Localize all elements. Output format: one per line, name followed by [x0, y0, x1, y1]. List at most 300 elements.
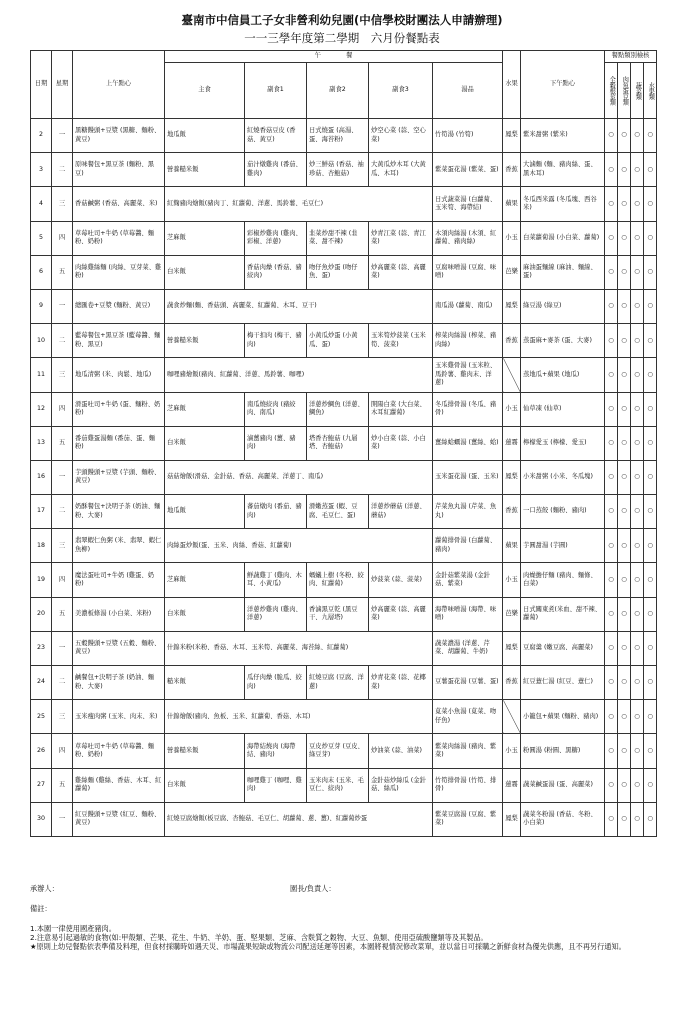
row-pm-snack: 檸檬愛玉 (檸檬、愛玉)	[521, 426, 605, 460]
row-check-mark: ○	[618, 597, 631, 631]
row-check-mark: ○	[631, 289, 644, 323]
row-date: 23	[31, 631, 52, 665]
row-check-mark: ○	[631, 255, 644, 289]
row-date: 12	[31, 392, 52, 426]
row-side1: 南瓜燒絞肉 (豬絞肉、南瓜)	[245, 392, 307, 426]
row-weekday: 三	[52, 529, 73, 563]
header-side1: 副食1	[245, 63, 307, 119]
row-main: 芝麻飯	[165, 563, 245, 597]
row-am-snack: 黑糖饅頭+豆漿 (黑糖、麵粉、黃豆)	[73, 119, 165, 153]
row-check-mark: ○	[605, 392, 618, 426]
row-check-mark: ○	[618, 529, 631, 563]
row-pm-snack: 紅豆薏仁湯 (紅豆、薏仁)	[521, 666, 605, 700]
row-check-mark: ○	[618, 358, 631, 392]
row-fruit-empty	[503, 358, 521, 392]
row-soup: 南瓜湯 (蘿蔔、南瓜)	[433, 289, 503, 323]
row-weekday: 二	[52, 153, 73, 187]
row-pm-snack: 紫米甜粥 (紫米)	[521, 119, 605, 153]
row-lunch-combined: 紅麴豬肉燴飯(豬肉丁、紅蘿蔔、洋蔥、馬鈴薯、毛豆仁)	[165, 187, 433, 221]
menu-row	[31, 734, 657, 768]
row-pm-snack: 仙草凍 (仙草)	[521, 392, 605, 426]
row-date: 18	[31, 529, 52, 563]
row-am-snack: 草莓吐司+牛奶 (草莓醬、麵粉、奶粉)	[73, 221, 165, 255]
row-am-snack: 五穀饅頭+豆漿 (五穀、麵粉、黃豆)	[73, 631, 165, 665]
header-cat-fruit: 水果類	[644, 63, 657, 119]
row-am-snack: 魔法蛋吐司+牛奶 (雞蛋、奶粉)	[73, 563, 165, 597]
row-check-mark: ○	[644, 153, 657, 187]
row-side1: 海帶結燒肉 (海帶結、豬肉)	[245, 734, 307, 768]
row-am-snack: 藍莓餐包+黑豆茶 (藍莓醬、麵粉、黑豆)	[73, 324, 165, 358]
row-side2: 螞蟻上樹 (冬粉、絞肉、紅蘿蔔)	[307, 563, 369, 597]
row-side1: 鮮蔬雞丁 (雞肉、木耳、小黃瓜)	[245, 563, 307, 597]
row-date: 16	[31, 460, 52, 494]
row-check-mark: ○	[631, 597, 644, 631]
row-check-mark: ○	[605, 153, 618, 187]
row-check-mark: ○	[605, 119, 618, 153]
director-signature: 園長/負責人：	[290, 884, 336, 893]
row-weekday: 一	[52, 119, 73, 153]
row-pm-snack: 小籠包+蘋果 (麵粉、豬肉)	[521, 700, 605, 734]
row-check-mark: ○	[631, 563, 644, 597]
row-check-mark: ○	[631, 358, 644, 392]
row-check-mark: ○	[631, 666, 644, 700]
row-soup: 玉米雞骨湯 (玉米粒、馬鈴薯、雞肉末、洋蔥)	[433, 358, 503, 392]
row-soup: 莧菜小魚湯 (莧菜、吻仔魚)	[433, 700, 503, 734]
row-side3: 炒高麗菜 (蒜、高麗菜)	[369, 597, 433, 631]
row-fruit: 香蕉	[503, 495, 521, 529]
row-fruit: 鳳梨	[503, 119, 521, 153]
row-side3: 大黃瓜炒木耳 (大黃瓜、木耳)	[369, 153, 433, 187]
row-fruit: 小玉	[503, 563, 521, 597]
row-side2: 紅燒豆腐 (豆腐、洋蔥)	[307, 666, 369, 700]
row-date: 6	[31, 255, 52, 289]
note-allergens: 2.注意易引起過敏的食物(如:甲殼類、芒果、花生、牛奶、羊奶、蛋、堅果類、芝麻、含麩質之穀物、大豆、魚類、使用亞硫酸鹽類等及其製品。	[30, 933, 488, 942]
row-check-mark: ○	[605, 255, 618, 289]
row-check-mark: ○	[605, 802, 618, 836]
row-am-snack: 番茄雞蛋湯麵 (番茄、蛋、麵粉)	[73, 426, 165, 460]
row-am-snack: 滑蛋吐司+牛奶 (蛋、麵粉、奶粉)	[73, 392, 165, 426]
row-check-mark: ○	[644, 187, 657, 221]
row-weekday: 三	[52, 187, 73, 221]
row-check-mark: ○	[618, 563, 631, 597]
row-side2: 炒三鮮菇 (香菇、袖珍菇、杏鮑菇)	[307, 153, 369, 187]
row-check-mark: ○	[644, 392, 657, 426]
row-check-mark: ○	[631, 700, 644, 734]
row-check-mark: ○	[644, 768, 657, 802]
row-fruit: 蓮霧	[503, 426, 521, 460]
row-side2: 香滷黑豆乾 (黑豆干、九層塔)	[307, 597, 369, 631]
row-check-mark: ○	[605, 768, 618, 802]
row-pm-snack: 麻油蛋麵線 (麻油、麵線、蛋)	[521, 255, 605, 289]
header-side3: 副食3	[369, 63, 433, 119]
row-weekday: 二	[52, 324, 73, 358]
row-main: 芝麻飯	[165, 221, 245, 255]
row-weekday: 四	[52, 221, 73, 255]
page-subtitle: 一一三學年度第二學期 六月份餐點表	[244, 31, 440, 45]
row-check-mark: ○	[605, 563, 618, 597]
row-check-mark: ○	[605, 734, 618, 768]
row-soup: 芹菜魚丸湯 (芹菜、魚丸)	[433, 495, 503, 529]
menu-row	[31, 289, 657, 323]
row-pm-snack: 芋圓甜湯 (芋圓)	[521, 529, 605, 563]
row-soup: 玉米蛋花湯 (蛋、玉米)	[433, 460, 503, 494]
row-check-mark: ○	[605, 666, 618, 700]
row-side2: 日式燒蛋 (高湯、蛋、海苔粉)	[307, 119, 369, 153]
header-main: 主食	[165, 63, 245, 119]
row-weekday: 五	[52, 597, 73, 631]
row-fruit: 蘋果	[503, 529, 521, 563]
row-lunch-combined: 蔬食炒麵(麵、香菇頭、高麗菜、紅蘿蔔、木耳、豆干)	[165, 289, 433, 323]
row-date: 9	[31, 289, 52, 323]
row-fruit: 鳳梨	[503, 631, 521, 665]
row-weekday: 一	[52, 460, 73, 494]
row-date: 30	[31, 802, 52, 836]
row-check-mark: ○	[631, 631, 644, 665]
row-pm-snack: 大滷麵 (麵、豬肉絲、蛋、黑木耳)	[521, 153, 605, 187]
row-check-mark: ○	[644, 255, 657, 289]
row-fruit: 香蕉	[503, 324, 521, 358]
menu-row	[31, 358, 657, 392]
row-date: 19	[31, 563, 52, 597]
row-date: 17	[31, 495, 52, 529]
row-side1: 梅干扣肉 (梅干、豬肉)	[245, 324, 307, 358]
row-date: 26	[31, 734, 52, 768]
row-check-mark: ○	[618, 119, 631, 153]
row-pm-snack: 一口蒸餃 (麵粉、豬肉)	[521, 495, 605, 529]
row-check-mark: ○	[644, 289, 657, 323]
row-pm-snack: 日式關東煮(米血、甜不辣、蘿蔔)	[521, 597, 605, 631]
row-check-mark: ○	[605, 289, 618, 323]
row-check-mark: ○	[618, 768, 631, 802]
row-am-snack: 雞絲麵 (雞絲、香菇、木耳、紅蘿蔔)	[73, 768, 165, 802]
row-check-mark: ○	[605, 221, 618, 255]
row-side2: 洋蔥炒鯛魚 (洋蔥、鯛魚)	[307, 392, 369, 426]
header-soup: 湯品	[433, 63, 503, 119]
menu-row	[31, 802, 657, 836]
row-check-mark: ○	[631, 392, 644, 426]
row-check-mark: ○	[644, 666, 657, 700]
row-am-snack: 草莓吐司+牛奶 (草莓醬、麵粉、奶粉)	[73, 734, 165, 768]
row-fruit: 芭樂	[503, 255, 521, 289]
row-main: 營養糙米飯	[165, 324, 245, 358]
row-side3: 洋蔥炒蘑菇 (洋蔥、蘑菇)	[369, 495, 433, 529]
row-weekday: 四	[52, 563, 73, 597]
row-main: 白米飯	[165, 597, 245, 631]
row-am-snack: 總匯卷+豆漿 (麵粉、黃豆)	[73, 289, 165, 323]
header-weekday: 星期	[52, 51, 73, 119]
row-check-mark: ○	[618, 460, 631, 494]
row-main: 營養糙米飯	[165, 734, 245, 768]
row-date: 25	[31, 700, 52, 734]
row-soup: 薑絲蛤蠣湯 (薑絲、蛤)	[433, 426, 503, 460]
row-lunch-combined: 紅燒豆腐燴飯(板豆腐、杏鮑菇、毛豆仁、胡蘿蔔、蔥、薑)、紅蘿蔔炒蛋	[165, 802, 433, 836]
row-side1: 香菇肉燥 (香菇、豬絞肉)	[245, 255, 307, 289]
row-am-snack: 原味餐包+黑豆茶 (麵粉、黑豆)	[73, 153, 165, 187]
menu-row	[31, 563, 657, 597]
row-check-mark: ○	[605, 324, 618, 358]
row-check-mark: ○	[631, 221, 644, 255]
row-main: 芝麻飯	[165, 392, 245, 426]
row-side1: 瓜仔肉燥 (脆瓜、絞肉)	[245, 666, 307, 700]
row-fruit: 小玉	[503, 734, 521, 768]
row-soup: 紫菜蛋花湯 (紫菜、蛋)	[433, 153, 503, 187]
row-side3: 玉米筍炒菠菜 (玉米筍、菠菜)	[369, 324, 433, 358]
row-am-snack: 香菇鹹粥 (香菇、高麗菜、米)	[73, 187, 165, 221]
row-check-mark: ○	[644, 700, 657, 734]
row-soup: 竹筍湯 (竹筍)	[433, 119, 503, 153]
row-date: 20	[31, 597, 52, 631]
row-weekday: 一	[52, 289, 73, 323]
row-check-mark: ○	[644, 802, 657, 836]
row-pm-snack: 綠豆湯 (綠豆)	[521, 289, 605, 323]
row-soup: 日式蔬菜湯 (白蘿蔔、玉米筍、海帶結)	[433, 187, 503, 221]
row-check-mark: ○	[618, 324, 631, 358]
menu-row	[31, 221, 657, 255]
row-check-mark: ○	[644, 324, 657, 358]
row-side2: 韭菜炒甜不辣 (韭菜、甜不辣)	[307, 221, 369, 255]
row-check-mark: ○	[618, 426, 631, 460]
row-lunch-combined: 菇菇燴飯(滑菇、金針菇、香菇、高麗菜、洋蔥丁、南瓜)	[165, 460, 433, 494]
row-pm-snack: 白菜蘿蔔湯 (小白菜、蘿蔔)	[521, 221, 605, 255]
row-side2: 小黃瓜炒蛋 (小黃瓜、蛋)	[307, 324, 369, 358]
row-main: 白米飯	[165, 426, 245, 460]
row-check-mark: ○	[605, 529, 618, 563]
row-check-mark: ○	[631, 802, 644, 836]
row-weekday: 三	[52, 700, 73, 734]
row-lunch-combined: 肉絲蛋炒飯(蛋、玉米、肉絲、香菇、紅蘿蔔)	[165, 529, 433, 563]
row-soup: 竹筍排骨湯 (竹筍、排骨)	[433, 768, 503, 802]
note-pork: 1.本園一律使用國產豬肉。	[30, 924, 116, 933]
header-cat-vegetables: 蔬菜類	[631, 63, 644, 119]
row-check-mark: ○	[631, 119, 644, 153]
row-weekday: 一	[52, 802, 73, 836]
row-check-mark: ○	[644, 426, 657, 460]
row-lunch-combined: 什錦米粉(米粉、香菇、木耳、玉米筍、高麗菜、海苔絲、紅蘿蔔)	[165, 631, 433, 665]
row-check-mark: ○	[644, 495, 657, 529]
row-soup: 金針菇紫菜湯 (金針菇、紫菜)	[433, 563, 503, 597]
row-check-mark: ○	[644, 529, 657, 563]
row-main: 白米飯	[165, 768, 245, 802]
row-side1: 茄汁燉雞肉 (番茄、雞肉)	[245, 153, 307, 187]
row-check-mark: ○	[631, 324, 644, 358]
row-am-snack: 鹹餐包+決明子茶 (奶油、麵粉、大麥)	[73, 666, 165, 700]
row-weekday: 五	[52, 426, 73, 460]
menu-row	[31, 631, 657, 665]
row-side2: 塔香杏鮑菇 (九層塔、杏鮑菇)	[307, 426, 369, 460]
row-weekday: 二	[52, 495, 73, 529]
row-side3: 炒青花菜 (蒜、花椰菜)	[369, 666, 433, 700]
row-soup: 豆薯蛋花湯 (豆薯、蛋)	[433, 666, 503, 700]
row-soup: 木須肉絲湯 (木須、紅蘿蔔、豬肉絲)	[433, 221, 503, 255]
row-check-mark: ○	[605, 460, 618, 494]
row-am-snack: 翡翠蝦仁魚粥 (米、翡翠、蝦仁魚柳)	[73, 529, 165, 563]
menu-row	[31, 529, 657, 563]
row-check-mark: ○	[605, 358, 618, 392]
row-soup: 蘿蔔排骨湯 (白蘿蔔、豬肉)	[433, 529, 503, 563]
header-date: 日期	[31, 51, 52, 119]
row-side1: 蕃茄燉肉 (番茄、豬肉)	[245, 495, 307, 529]
row-date: 13	[31, 426, 52, 460]
row-weekday: 二	[52, 666, 73, 700]
row-soup: 冬瓜排骨湯 (冬瓜、豬骨)	[433, 392, 503, 426]
header-lunch: 午 餐	[165, 51, 503, 63]
row-soup: 榨菜肉絲湯 (榨菜、豬肉絲)	[433, 324, 503, 358]
row-main: 白米飯	[165, 255, 245, 289]
row-check-mark: ○	[644, 119, 657, 153]
row-side3: 炒空心菜 (蒜、空心菜)	[369, 119, 433, 153]
row-check-mark: ○	[631, 768, 644, 802]
row-check-mark: ○	[618, 734, 631, 768]
row-check-mark: ○	[618, 631, 631, 665]
row-fruit: 鳳梨	[503, 802, 521, 836]
menu-row	[31, 426, 657, 460]
menu-row	[31, 597, 657, 631]
row-fruit: 鳳梨	[503, 289, 521, 323]
row-date: 11	[31, 358, 52, 392]
row-fruit: 鳳梨	[503, 460, 521, 494]
header-cat-grains: 全穀根莖類	[605, 63, 618, 119]
row-check-mark: ○	[618, 221, 631, 255]
row-pm-snack: 蒸地瓜+蘋果 (地瓜)	[521, 358, 605, 392]
menu-row	[31, 392, 657, 426]
row-check-mark: ○	[631, 734, 644, 768]
row-date: 10	[31, 324, 52, 358]
row-check-mark: ○	[618, 392, 631, 426]
note-menu-change: ★原則上幼兒餐點依表準備及料理，但食材採購時如遇天災、市場蔬果短缺或物流公司配送延遲等因素，本園將視情況修改菜單，並以當日可採購之新鮮食材為優先供應，且不再另行通知。	[30, 942, 626, 951]
notes-title: 備註：	[30, 904, 52, 913]
row-date: 5	[31, 221, 52, 255]
menu-row	[31, 768, 657, 802]
row-lunch-combined: 咖哩豬燴飯(豬肉、紅蘿蔔、洋蔥、馬鈴薯、咖哩)	[165, 358, 433, 392]
row-pm-snack: 豆腐羹 (嫩豆腐、高麗菜)	[521, 631, 605, 665]
row-main: 地瓜飯	[165, 119, 245, 153]
row-side3: 炒油菜 (蒜、油菜)	[369, 734, 433, 768]
row-side2: 豆皮炒豆芽 (豆皮、綠豆芽)	[307, 734, 369, 768]
row-date: 27	[31, 768, 52, 802]
row-side3: 炒菠菜 (蒜、菠菜)	[369, 563, 433, 597]
row-pm-snack: 肉燥擔仔麵 (豬肉、麵條、白菜)	[521, 563, 605, 597]
row-side1: 滷薑豬肉 (薑、豬肉)	[245, 426, 307, 460]
row-check-mark: ○	[631, 153, 644, 187]
row-check-mark: ○	[605, 187, 618, 221]
row-soup: 豆腐味噌湯 (豆腐、味噌)	[433, 255, 503, 289]
row-check-mark: ○	[631, 426, 644, 460]
menu-table	[30, 50, 657, 837]
row-side3: 炒高麗菜 (蒜、高麗菜)	[369, 255, 433, 289]
row-lunch-combined: 什錦燴飯(豬肉、魚板、玉米、紅蘿蔔、香菇、木耳)	[165, 700, 433, 734]
row-side3: 開陽白菜 (大白菜、木耳紅蘿蔔)	[369, 392, 433, 426]
header-side2: 副食2	[307, 63, 369, 119]
row-fruit: 蓮霧	[503, 768, 521, 802]
header-fruit: 水果	[503, 51, 521, 119]
row-check-mark: ○	[605, 597, 618, 631]
row-pm-snack: 蔬菜冬粉湯 (香菇、冬粉、小白菜)	[521, 802, 605, 836]
row-side3: 炒青江菜 (蒜、青江菜)	[369, 221, 433, 255]
menu-row	[31, 119, 657, 153]
row-check-mark: ○	[618, 495, 631, 529]
row-pm-snack: 粉圓湯 (粉圓、黑糖)	[521, 734, 605, 768]
row-check-mark: ○	[618, 255, 631, 289]
menu-row	[31, 255, 657, 289]
row-date: 4	[31, 187, 52, 221]
row-side1: 洋蔥炒雞肉 (雞肉、洋蔥)	[245, 597, 307, 631]
row-weekday: 一	[52, 631, 73, 665]
row-pm-snack: 蒸蛋麻+麥茶 (蛋、大麥)	[521, 324, 605, 358]
row-check-mark: ○	[644, 358, 657, 392]
row-check-mark: ○	[644, 631, 657, 665]
row-check-mark: ○	[605, 426, 618, 460]
row-weekday: 三	[52, 358, 73, 392]
row-fruit-empty	[503, 700, 521, 734]
page-title: 臺南市中信員工子女非營利幼兒園(中信學校財團法人申請辦理)	[181, 13, 503, 27]
row-side3: 炒小白菜 (蒜、小白菜)	[369, 426, 433, 460]
row-check-mark: ○	[618, 802, 631, 836]
menu-row	[31, 187, 657, 221]
row-check-mark: ○	[618, 153, 631, 187]
row-am-snack: 肉絲雞絲麵 (肉絲、豆芽菜、雞粉)	[73, 255, 165, 289]
row-am-snack: 芋頭饅頭+豆漿 (芋頭、麵粉、黃豆)	[73, 460, 165, 494]
row-weekday: 五	[52, 255, 73, 289]
row-am-snack: 地瓜清粥 (米、肉鬆、地瓜)	[73, 358, 165, 392]
row-check-mark: ○	[644, 221, 657, 255]
row-check-mark: ○	[631, 460, 644, 494]
row-date: 2	[31, 119, 52, 153]
menu-row	[31, 153, 657, 187]
row-side3: 金針菇炒絲瓜 (金針菇、絲瓜)	[369, 768, 433, 802]
row-check-mark: ○	[618, 289, 631, 323]
row-side2: 滑嫩蒸蛋 (蝦、豆腐、毛豆仁、蛋)	[307, 495, 369, 529]
row-date: 24	[31, 666, 52, 700]
row-side1: 彩椒炒雞肉 (雞肉、彩椒、洋蔥)	[245, 221, 307, 255]
menu-row	[31, 460, 657, 494]
row-check-mark: ○	[605, 631, 618, 665]
row-date: 3	[31, 153, 52, 187]
row-side2: 吻仔魚炒蛋 (吻仔魚、蛋)	[307, 255, 369, 289]
row-fruit: 芭樂	[503, 597, 521, 631]
row-am-snack: 玉米瘦肉粥 (玉米、肉末、米)	[73, 700, 165, 734]
row-main: 地瓜飯	[165, 495, 245, 529]
row-pm-snack: 蔬菜鹹蛋湯 (蛋、高麗菜)	[521, 768, 605, 802]
row-soup: 紫菜豆腐湯 (豆腐、紫菜)	[433, 802, 503, 836]
row-fruit: 香蕉	[503, 666, 521, 700]
row-weekday: 四	[52, 734, 73, 768]
row-check-mark: ○	[605, 495, 618, 529]
row-soup: 海帶味噌湯 (海帶、味噌)	[433, 597, 503, 631]
row-check-mark: ○	[644, 734, 657, 768]
row-pm-snack: 冬瓜西米露 (冬瓜塊、西谷米)	[521, 187, 605, 221]
row-am-snack: 紅豆饅頭+豆漿 (紅豆、麵粉、黃豆)	[73, 802, 165, 836]
header-category-check: 餐點類別檢核	[605, 51, 657, 63]
row-check-mark: ○	[605, 700, 618, 734]
row-check-mark: ○	[644, 597, 657, 631]
row-check-mark: ○	[631, 529, 644, 563]
row-side1: 紅燒香菇豆皮 (香菇、黃豆)	[245, 119, 307, 153]
row-main: 營養糙米飯	[165, 153, 245, 187]
organizer-signature: 承辦人：	[30, 884, 59, 893]
row-pm-snack: 小米甜粥 (小米、冬瓜塊)	[521, 460, 605, 494]
header-pm-snack: 下午點心	[521, 51, 605, 119]
row-fruit: 蘋果	[503, 187, 521, 221]
row-check-mark: ○	[631, 495, 644, 529]
header-am-snack: 上午點心	[73, 51, 165, 119]
row-soup: 蔬菜濃湯 (洋蔥、芹菜、胡蘿蔔、牛奶)	[433, 631, 503, 665]
row-check-mark: ○	[644, 563, 657, 597]
row-check-mark: ○	[618, 700, 631, 734]
row-side1: 咖哩雞丁 (咖哩、雞肉)	[245, 768, 307, 802]
row-check-mark: ○	[618, 187, 631, 221]
menu-row	[31, 666, 657, 700]
row-weekday: 四	[52, 392, 73, 426]
